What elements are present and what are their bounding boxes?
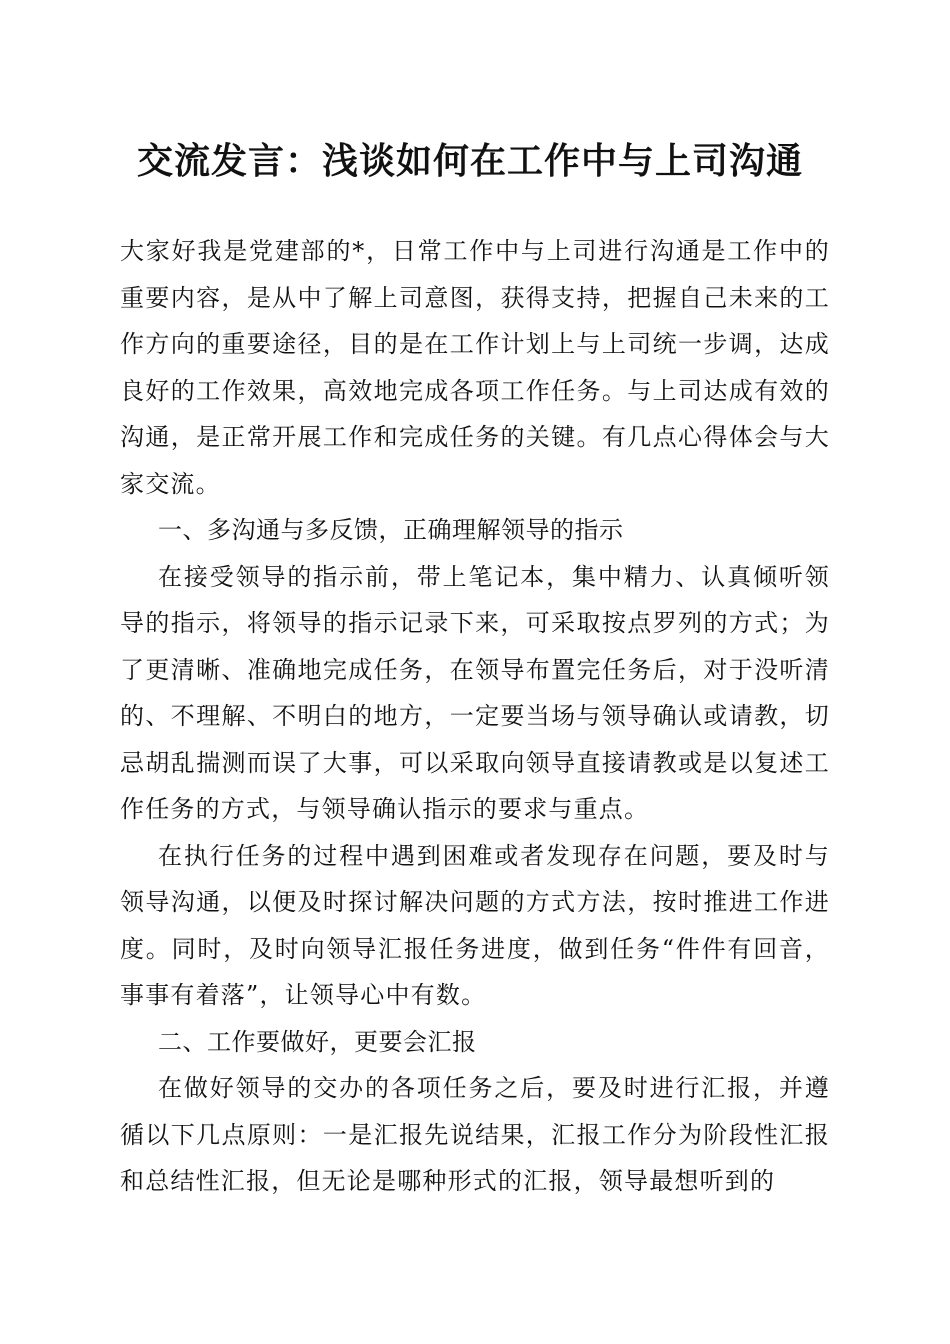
section-heading-1: 一、多沟通与多反馈，正确理解领导的指示 — [158, 516, 624, 544]
body-paragraph: 在执行任务的过程中遇到困难或者发现存在问题，要及时与领导沟通，以便及时探讨解决问题的方式方法，按时推进工作进度。同时，及时向领导汇报任务进度，做到任务“件件有回音，事事有着落”，让领导心中有数。 — [120, 841, 830, 1009]
document-title: 交流发言：浅谈如何在工作中与上司沟通 — [136, 140, 803, 182]
body-paragraph: 在接受领导的指示前，带上笔记本，集中精力、认真倾听领导的指示，将领导的指示记录下来，可采取按点罗列的方式；为了更清晰、准确地完成任务，在领导布置完任务后，对于没听清的、不理解、不明白的地方，一定要当场与领导确认或请教，切忌胡乱揣测而误了大事，可以采取向领导直接请教或是以复述工作任务的方式，与领导确认指示的要求与重点。 — [120, 562, 830, 823]
section-heading-2: 二、工作要做好，更要会汇报 — [158, 1027, 477, 1056]
document-body — [120, 228, 830, 1205]
intro-paragraph: 大家好我是党建部的*，日常工作中与上司进行沟通是工作中的重要内容，是从中了解上司意图，获得支持，把握自己未来的工作方向的重要途径，目的是在工作计划上与上司统一步调，达成良好的工作效果，高效地完成各项工作任务。与上司达成有效的沟通，是正常开展工作和完成任务的关键。有几点心得体会与大家交流。 — [120, 237, 830, 498]
body-paragraph: 在做好领导的交办的各项任务之后，要及时进行汇报，并遵循以下几点原则：一是汇报先说结果，汇报工作分为阶段性汇报和总结性汇报，但无论是哪种形式的汇报，领导最想听到的 — [120, 1074, 830, 1195]
